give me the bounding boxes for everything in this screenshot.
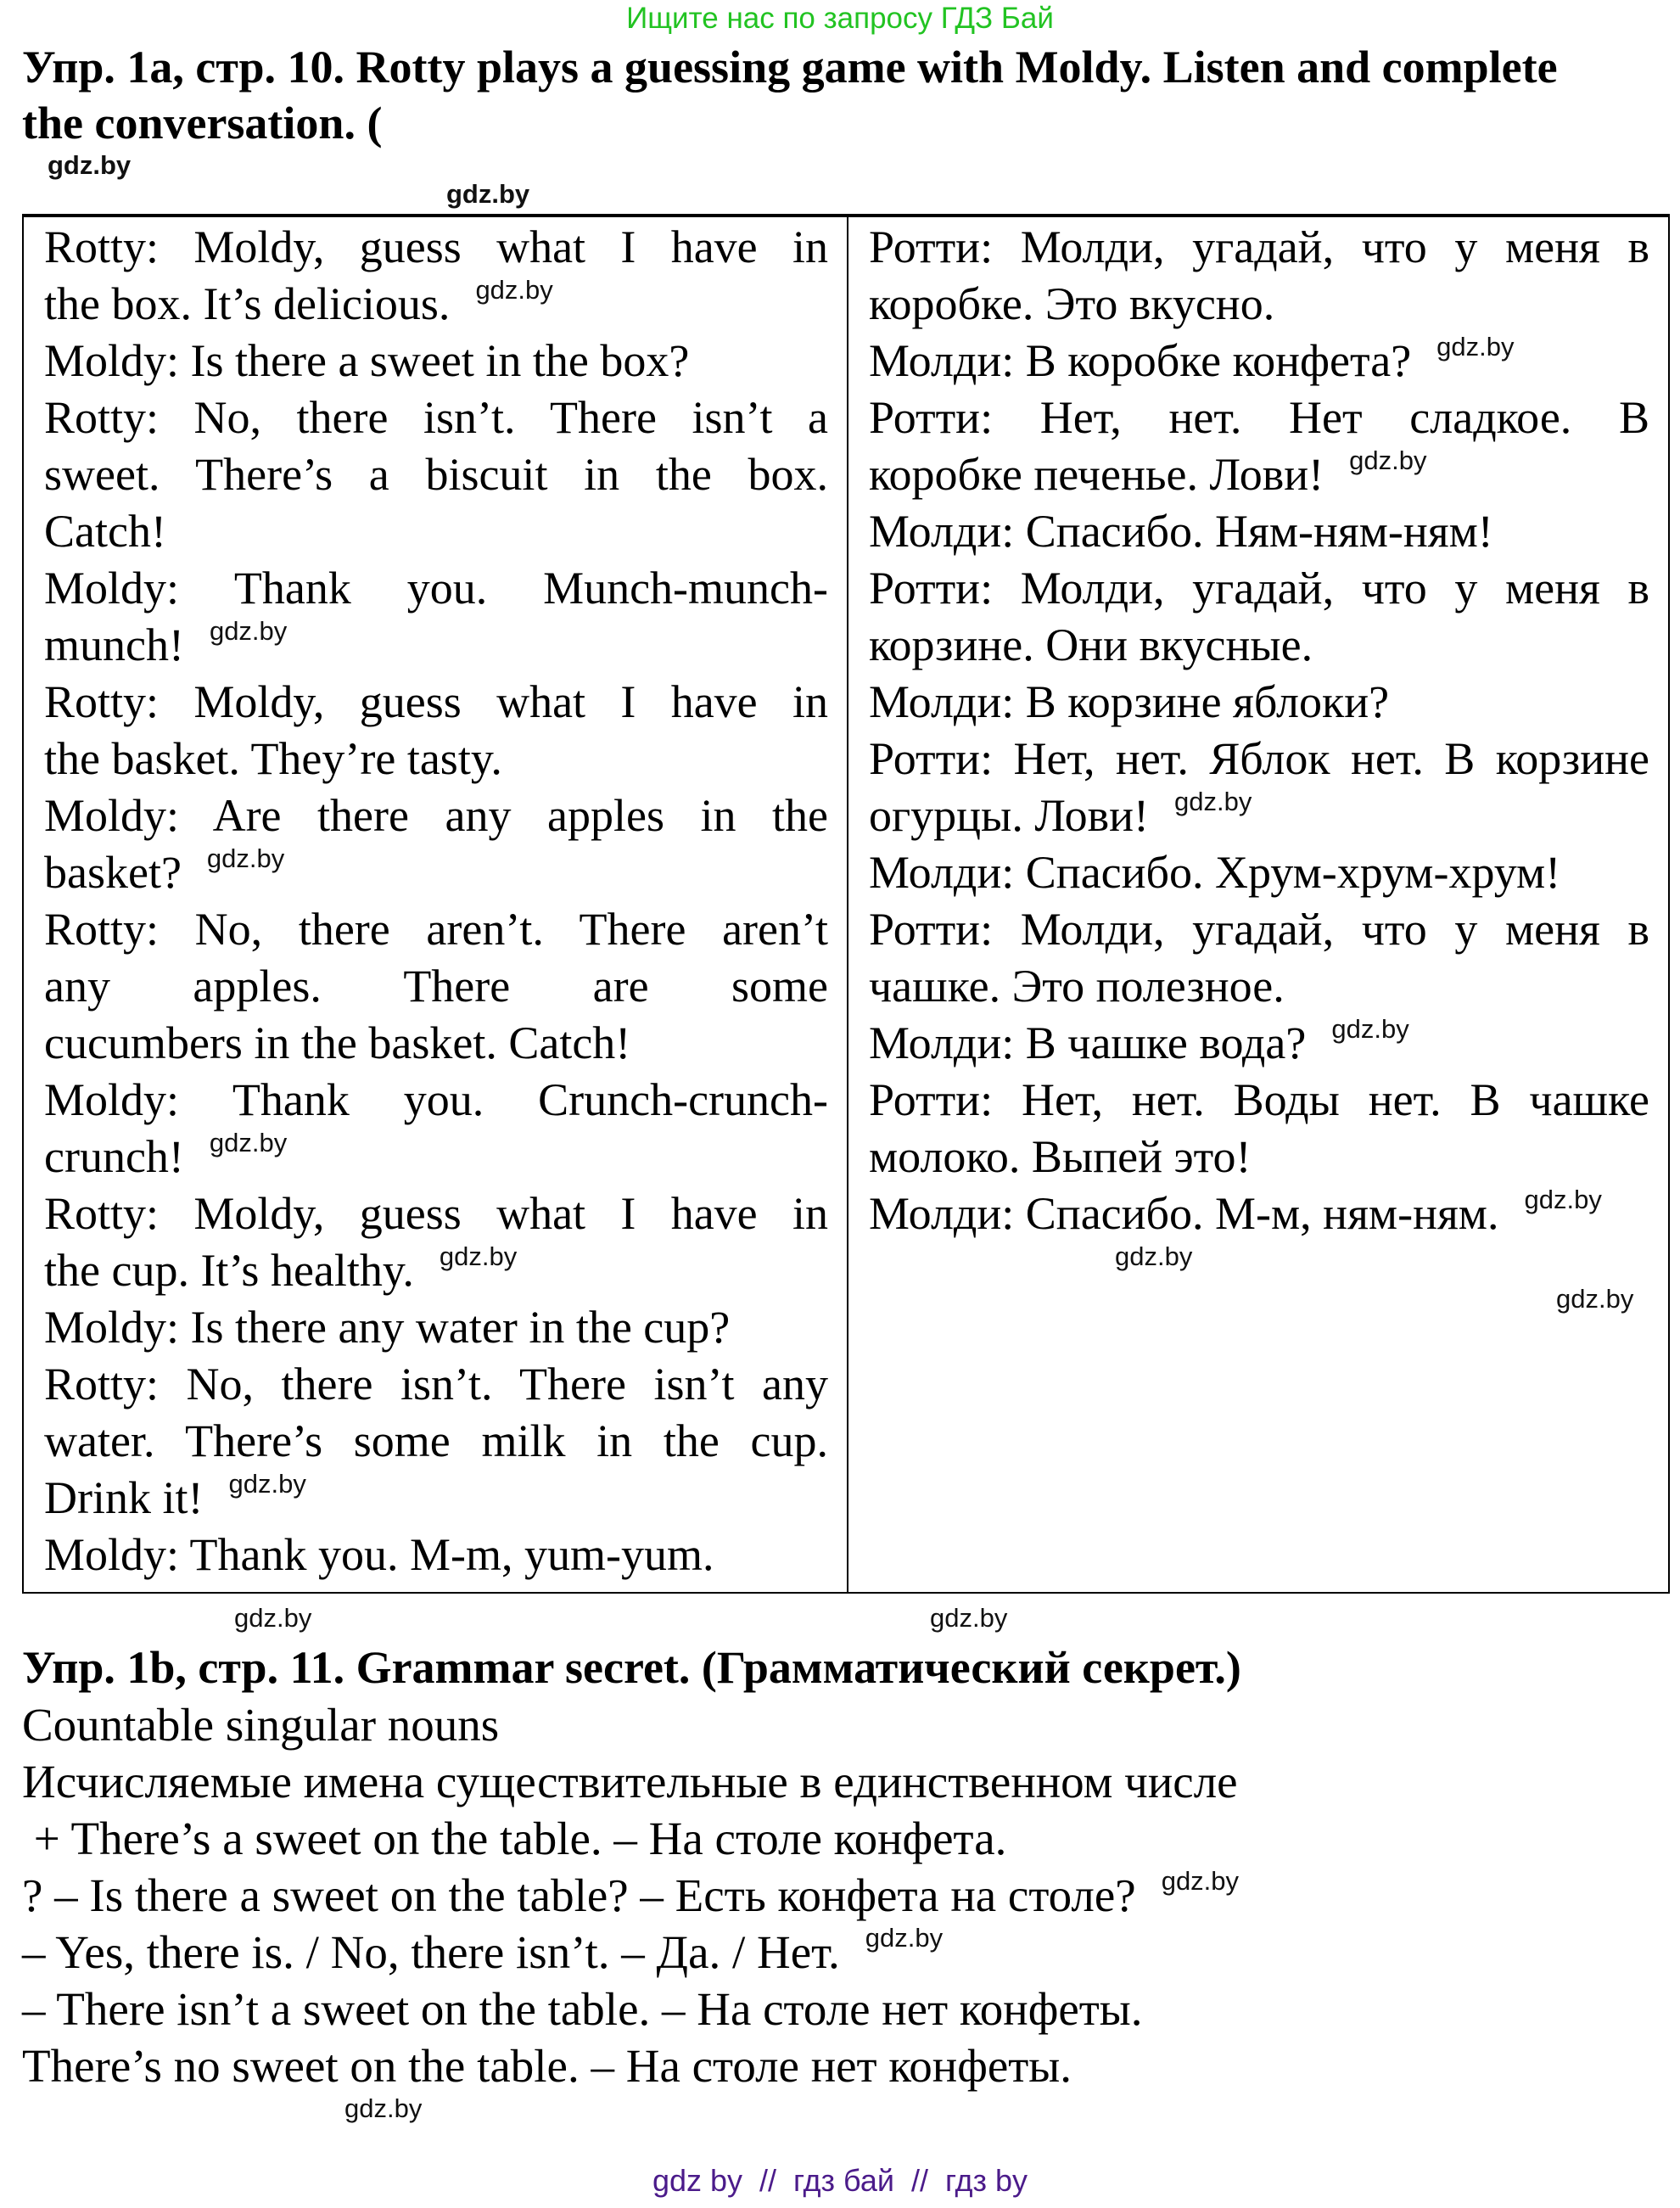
dialogue-line (44, 503, 828, 560)
dialogue-text: молоко. Выпей это! (869, 1131, 1252, 1182)
dialogue-line (869, 1072, 1649, 1129)
watermark: gdz.by (1161, 1866, 1240, 1896)
grammar-line: Исчисляемые имена существительные в единственном числе (22, 1756, 1238, 1807)
watermark: gdz.by (1115, 1241, 1193, 1271)
dialogue-line (44, 1356, 828, 1413)
grammar-line: + There’s a sweet on the table. – На столе конфета. (22, 1813, 1007, 1864)
grammar-line: There’s no sweet on the table. – На столе нет конфеты. (22, 2040, 1072, 2092)
dialogue-line (44, 219, 828, 276)
dialogue-line (44, 1129, 828, 1185)
grammar-line: Countable singular nouns (22, 1699, 500, 1751)
dialogue-text: коробке. Это вкусно. (869, 278, 1275, 329)
dialogue-text: Молди: В коробке конфета? (869, 335, 1412, 386)
watermark: gdz.by (209, 1128, 288, 1157)
watermark: gdz.by (228, 1469, 306, 1499)
dialogue-text: Ротти: Нет, нет. Нет сладкое. В (869, 392, 1649, 443)
dialogue-line (869, 617, 1649, 674)
dialogue-text: Moldy: Is there any water in the cup? (44, 1302, 731, 1353)
russian-column (848, 216, 1669, 1593)
dialogue-text: Moldy: Thank you. Munch-munch- (44, 563, 828, 614)
dialogue-text: cucumbers in the basket. Catch! (44, 1017, 631, 1068)
dialogue-line (44, 1072, 828, 1129)
grammar-line: ? – Is there a sweet on the table? – Есть конфета на столе? (22, 1869, 1136, 1921)
dialogue-text: the basket. They’re tasty. (44, 733, 502, 784)
dialogue-line (869, 901, 1649, 958)
dialogue-text: Drink it! (44, 1472, 204, 1523)
dialogue-line (869, 389, 1649, 446)
exercise-1-title-line-2: the conversation. ( (22, 98, 383, 149)
english-column (23, 216, 848, 1593)
dialogue-line (44, 333, 828, 389)
dialogue-line (44, 901, 828, 958)
conversation-table (22, 214, 1670, 1594)
dialogue-text: Ротти: Нет, нет. Яблок нет. В корзине (869, 733, 1649, 784)
exercise-1-title (22, 39, 1670, 209)
watermark: gdz.by (475, 275, 553, 305)
dialogue-line (869, 333, 1649, 389)
dialogue-text: Молди: Спасибо. Ням-ням-ням! (869, 506, 1493, 557)
watermark: gdz.by (446, 179, 530, 209)
watermark: gdz.by (1556, 1284, 1634, 1314)
exercise-1-title-line-2-wrap (22, 95, 1670, 209)
dialogue-line (869, 674, 1649, 731)
search-banner[interactable]: Ищите нас по запросу ГДЗ Бай (626, 2, 1054, 35)
dialogue-line (869, 446, 1649, 503)
dialogue-line (44, 1413, 828, 1470)
dialogue-line (44, 731, 828, 787)
dialogue-line (44, 1299, 828, 1356)
dialogue-line (869, 1129, 1649, 1185)
grammar-line: – Yes, there is. / No, there isn’t. – Да. / Нет. (22, 1926, 840, 1978)
dialogue-text: Rotty: Moldy, guess what I have in (44, 221, 828, 272)
dialogue-text: коробке печенье. Лови! (869, 449, 1324, 500)
dialogue-text: Ротти: Молди, угадай, что у меня в (869, 563, 1649, 614)
watermark: gdz.by (439, 1241, 518, 1271)
dialogue-line (44, 1470, 828, 1527)
dialogue-text: Rotty: Moldy, guess what I have in (44, 676, 828, 727)
dialogue-line (869, 560, 1649, 617)
watermark-row (22, 2094, 1634, 2137)
dialogue-line (44, 389, 828, 446)
dialogue-text: Moldy: Thank you. Crunch-crunch- (44, 1074, 828, 1125)
dialogue-text: корзине. Они вкусные. (869, 619, 1313, 670)
dialogue-text: the cup. It’s healthy. (44, 1245, 414, 1296)
watermark: gdz.by (1436, 332, 1515, 361)
footer-links[interactable]: gdz by // гдз бай // гдз by (652, 2163, 1028, 2198)
dialogue-text: Ротти: Молди, угадай, что у меня в (869, 221, 1649, 272)
dialogue-line (869, 276, 1649, 333)
dialogue-line (44, 560, 828, 617)
watermark-row (22, 1600, 1670, 1639)
dialogue-text: munch! (44, 619, 184, 670)
watermark: gdz.by (209, 616, 288, 646)
watermark: gdz.by (234, 1603, 312, 1633)
dialogue-line (869, 1015, 1649, 1072)
dialogue-line (44, 674, 828, 731)
watermark: gdz.by (344, 2093, 423, 2123)
dialogue-line (869, 787, 1649, 844)
exercise-2 (22, 1639, 1634, 2137)
dialogue-line (869, 844, 1649, 901)
dialogue-text: crunch! (44, 1131, 184, 1182)
dialogue-text: Moldy: Is there a sweet in the box? (44, 335, 690, 386)
watermark: gdz.by (1174, 787, 1252, 816)
dialogue-text: Молди: Спасибо. Хрум-хрум-хрум! (869, 847, 1561, 898)
dialogue-line (44, 276, 828, 333)
dialogue-line (869, 731, 1649, 787)
dialogue-text: Rotty: No, there isn’t. There isn’t any (44, 1359, 828, 1409)
exercise-2-title: Упр. 1b, стр. 11. Grammar secret. (Грамматический секрет.) (22, 1642, 1241, 1693)
dialogue-text: water. There’s some milk in the cup. (44, 1415, 828, 1466)
dialogue-text: чашке. Это полезное. (869, 961, 1285, 1012)
grammar-line-wrap (22, 1924, 1634, 1981)
dialogue-text: Молди: В чашке вода? (869, 1017, 1307, 1068)
dialogue-line (44, 958, 828, 1015)
exercise-1-title-line-1: Упр. 1a, стр. 10. Rotty plays a guessing game with Moldy. Listen and complete (22, 42, 1558, 92)
dialogue-line (869, 503, 1649, 560)
dialogue-text: Rotty: No, there isn’t. There isn’t a (44, 392, 828, 443)
grammar-line: – There isn’t a sweet on the table. – На столе нет конфеты. (22, 1983, 1143, 2035)
dialogue-line (44, 787, 828, 844)
watermark: gdz.by (865, 1923, 944, 1953)
dialogue-line (869, 219, 1649, 276)
grammar-line-wrap (22, 1867, 1634, 1924)
dialogue-text: any apples. There are some (44, 961, 828, 1012)
dialogue-text: Ротти: Молди, угадай, что у меня в (869, 904, 1649, 955)
dialogue-line (44, 1242, 828, 1299)
dialogue-text: sweet. There’s a biscuit in the box. (44, 449, 828, 500)
dialogue-text: basket? (44, 847, 182, 898)
dialogue-line (44, 1527, 828, 1583)
dialogue-text: Moldy: Thank you. M-m, yum-yum. (44, 1529, 714, 1580)
dialogue-line (869, 958, 1649, 1015)
dialogue-text: Молди: В корзине яблоки? (869, 676, 1390, 727)
dialogue-line (44, 617, 828, 674)
dialogue-text: Ротти: Нет, нет. Воды нет. В чашке (869, 1074, 1649, 1125)
dialogue-text: Rotty: No, there aren’t. There aren’t (44, 904, 828, 955)
dialogue-text: the box. It’s delicious. (44, 278, 451, 329)
dialogue-text: Catch! (44, 506, 166, 557)
dialogue-line (44, 844, 828, 901)
dialogue-text: Молди: Спасибо. М-м, ням-ням. (869, 1188, 1499, 1239)
dialogue-line (44, 446, 828, 503)
watermark-row (869, 1242, 1649, 1285)
watermark-row (869, 1285, 1649, 1327)
watermark: gdz.by (206, 843, 285, 873)
dialogue-line (44, 1015, 828, 1072)
dialogue-line (869, 1185, 1649, 1242)
watermark: gdz.by (48, 150, 132, 180)
dialogue-text: Moldy: Are there any apples in the (44, 790, 828, 841)
watermark: gdz.by (1331, 1014, 1409, 1044)
dialogue-text: огурцы. Лови! (869, 790, 1149, 841)
dialogue-text: Rotty: Moldy, guess what I have in (44, 1188, 828, 1239)
watermark: gdz.by (930, 1603, 1008, 1633)
watermark: gdz.by (1349, 446, 1427, 475)
watermark: gdz.by (1524, 1185, 1602, 1214)
dialogue-line (44, 1185, 828, 1242)
